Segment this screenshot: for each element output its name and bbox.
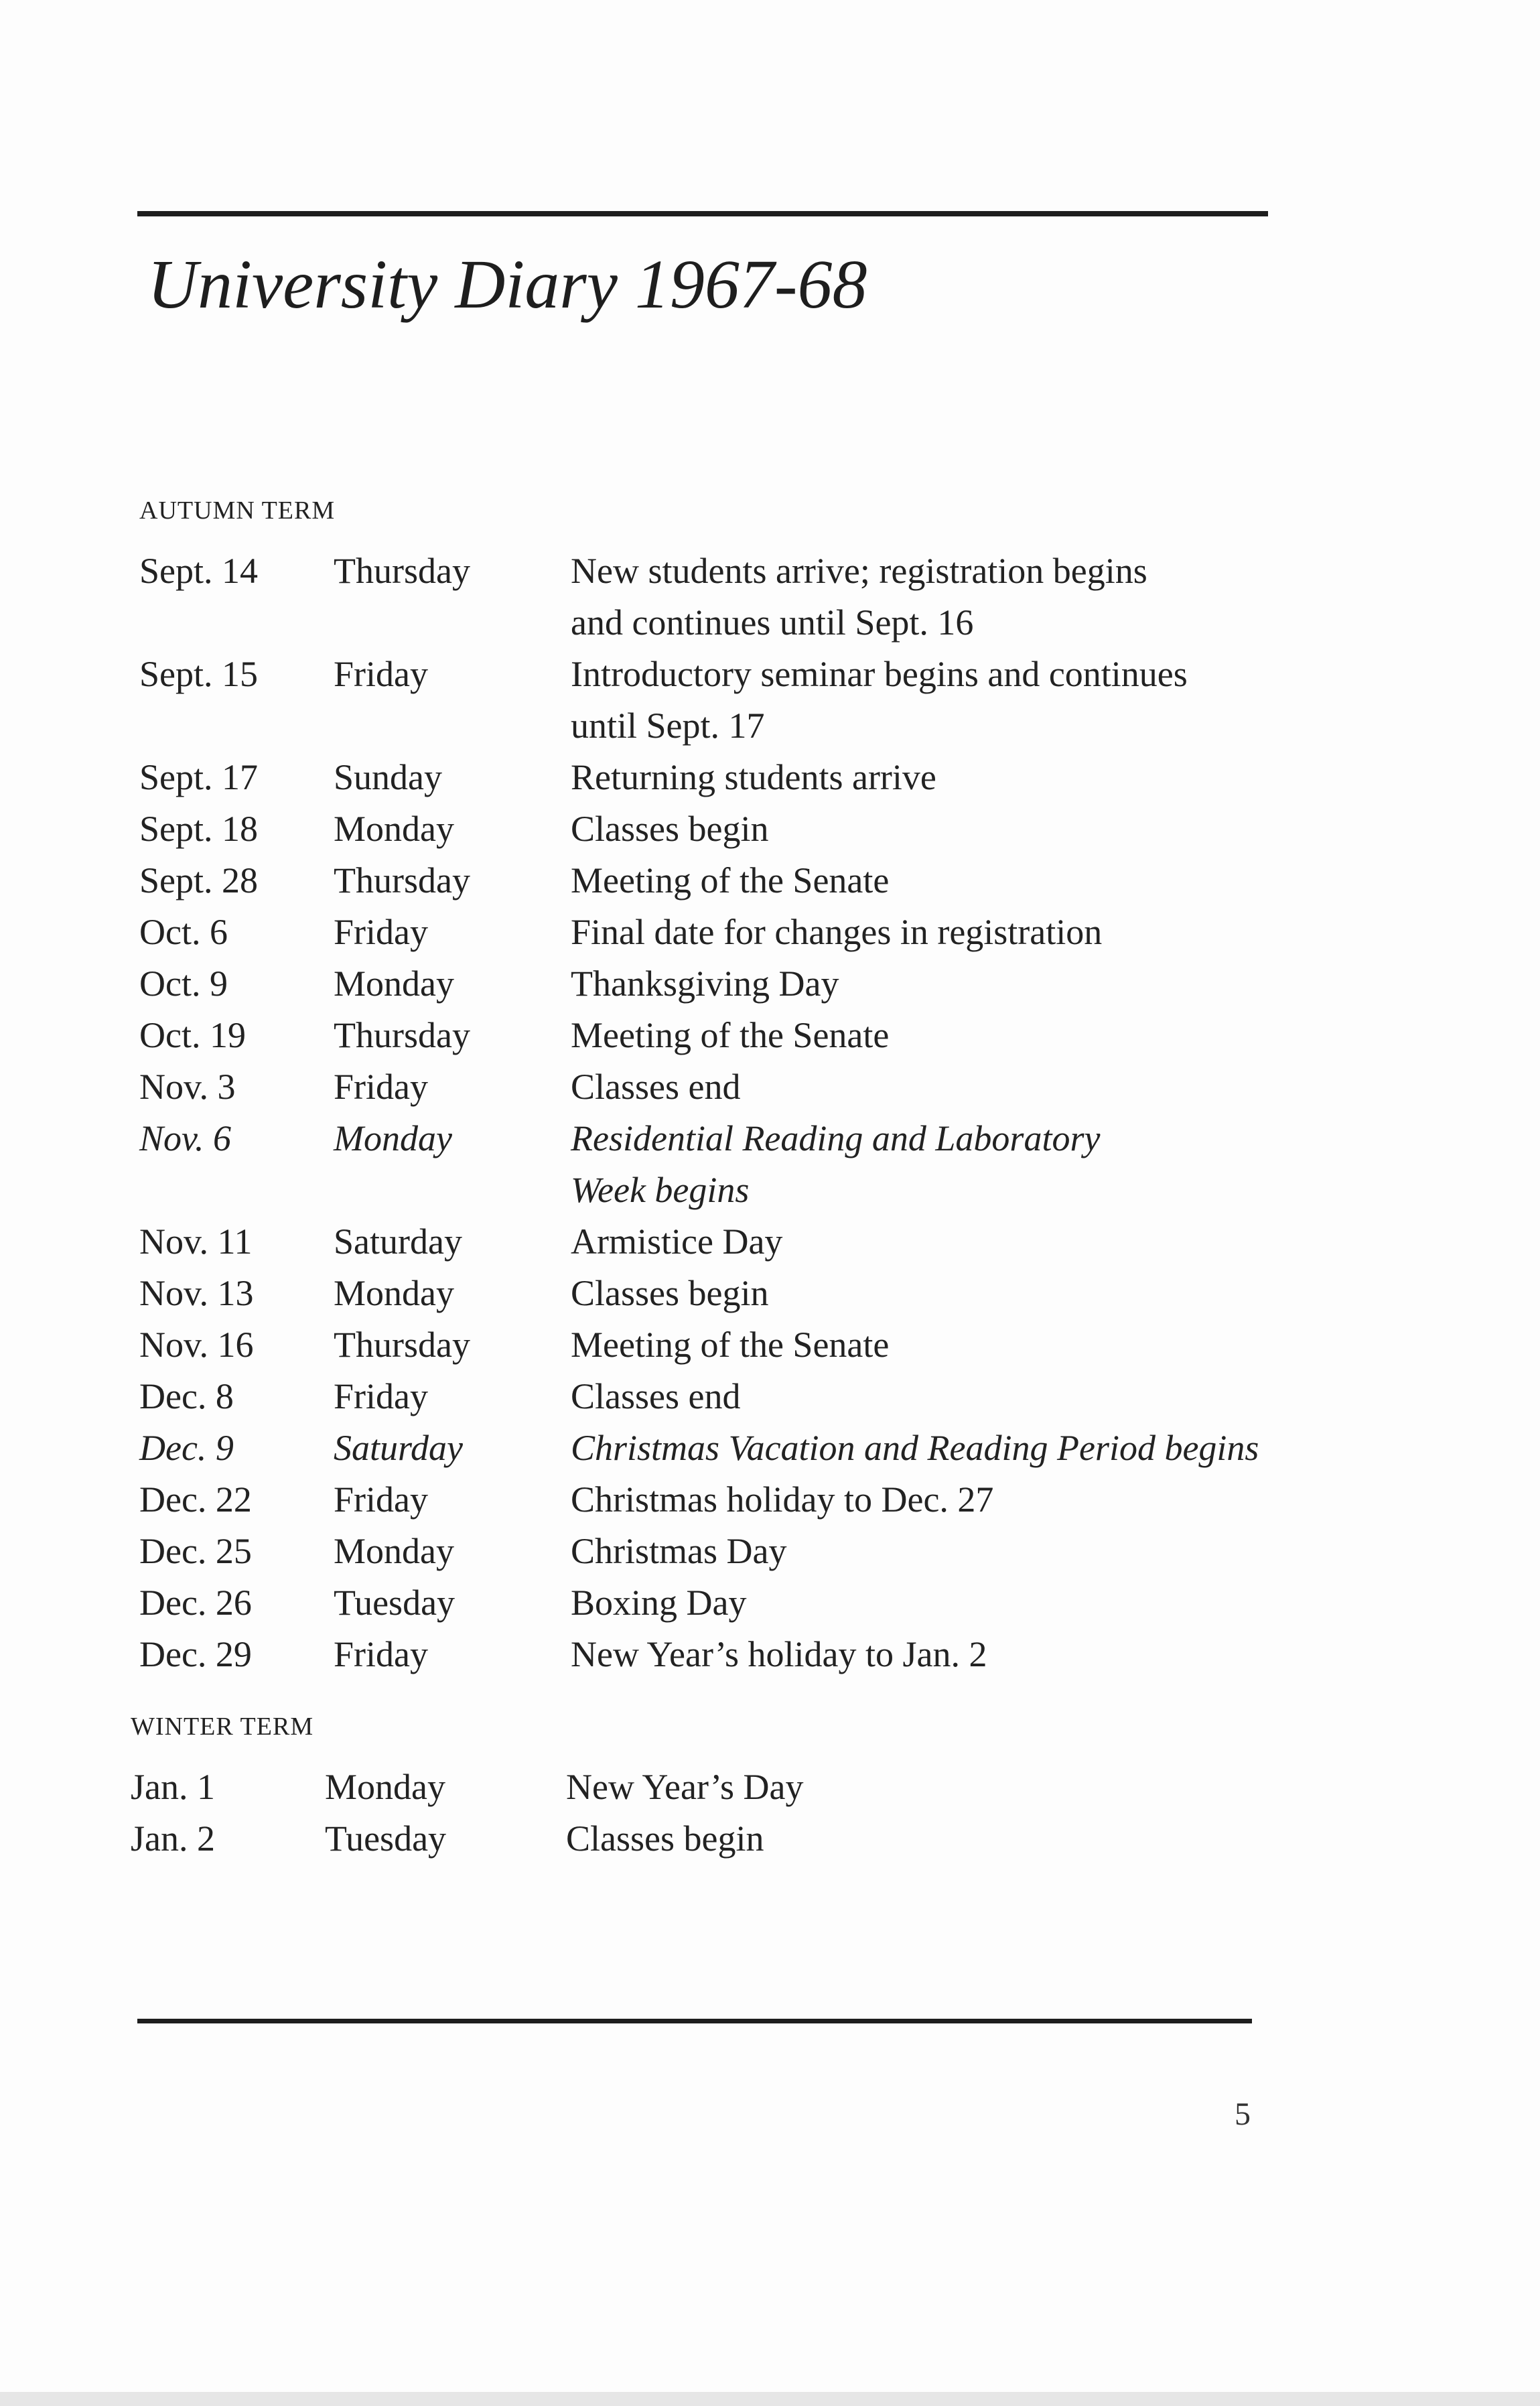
- entry-description: Meeting of the Senate: [571, 860, 890, 900]
- entry-day: Tuesday: [325, 1818, 447, 1859]
- entry-day: Sunday: [334, 757, 442, 797]
- entry-description: Classes end: [571, 1376, 741, 1416]
- entry-date: Sept. 17: [139, 757, 259, 797]
- entry-date: Dec. 9: [139, 1428, 234, 1468]
- entry-description: Armistice Day: [571, 1221, 783, 1262]
- entry-day: Friday: [334, 1634, 428, 1674]
- entry-date: Dec. 26: [139, 1583, 252, 1623]
- entry-description: Christmas Day: [571, 1531, 787, 1571]
- top-rule: [137, 211, 1268, 216]
- entry-date: Jan. 2: [131, 1818, 215, 1859]
- entry-description: Classes begin: [571, 1273, 769, 1313]
- entry-day: Monday: [334, 1531, 454, 1571]
- entry-date: Sept. 28: [139, 860, 259, 900]
- entry-date: Oct. 19: [139, 1015, 246, 1055]
- entry-day: Thursday: [334, 860, 470, 900]
- entry-date: Oct. 6: [139, 912, 228, 952]
- entry-date: Dec. 8: [139, 1376, 234, 1416]
- entry-description: Classes end: [571, 1067, 741, 1107]
- entry-date: Nov. 3: [139, 1067, 236, 1107]
- section-heading: WINTER TERM: [131, 1713, 314, 1741]
- entry-day: Thursday: [334, 551, 470, 591]
- entry-date: Sept. 15: [139, 654, 259, 694]
- entry-description: Thanksgiving Day: [571, 963, 839, 1004]
- entry-day: Friday: [334, 654, 428, 694]
- entry-description: New students arrive; registration begins: [571, 551, 1147, 591]
- entry-day: Friday: [334, 912, 428, 952]
- entry-day: Thursday: [334, 1015, 470, 1055]
- entry-description: and continues until Sept. 16: [571, 602, 974, 643]
- scan-edge: [0, 2392, 1540, 2406]
- entry-description: New Year’s Day: [566, 1767, 804, 1807]
- entry-description: Meeting of the Senate: [571, 1015, 890, 1055]
- entry-day: Monday: [334, 963, 454, 1004]
- entry-day: Thursday: [334, 1325, 470, 1365]
- entry-description: Classes begin: [571, 809, 769, 849]
- entry-description: Meeting of the Senate: [571, 1325, 890, 1365]
- entry-date: Oct. 9: [139, 963, 228, 1004]
- entry-description: Christmas Vacation and Reading Period begins: [571, 1428, 1259, 1468]
- entry-date: Jan. 1: [131, 1767, 215, 1807]
- entry-day: Monday: [334, 1118, 452, 1158]
- page-number: 5: [1235, 2096, 1251, 2132]
- entry-description: Boxing Day: [571, 1583, 747, 1623]
- entry-date: Nov. 16: [139, 1325, 254, 1365]
- entry-date: Dec. 25: [139, 1531, 252, 1571]
- section-heading: AUTUMN TERM: [139, 496, 336, 525]
- entry-date: Sept. 14: [139, 551, 259, 591]
- entry-description: Week begins: [571, 1170, 750, 1210]
- entry-date: Nov. 13: [139, 1273, 254, 1313]
- entry-day: Saturday: [334, 1221, 462, 1262]
- entry-date: Nov. 6: [139, 1118, 231, 1158]
- entry-day: Saturday: [334, 1428, 463, 1468]
- entry-day: Tuesday: [334, 1583, 456, 1623]
- entry-description: Introductory seminar begins and continues: [571, 654, 1188, 694]
- entry-day: Friday: [334, 1067, 428, 1107]
- entry-description: Residential Reading and Laboratory: [571, 1118, 1101, 1158]
- entry-date: Dec. 22: [139, 1479, 252, 1520]
- entry-description: New Year’s holiday to Jan. 2: [571, 1634, 987, 1674]
- bottom-rule: [137, 2019, 1252, 2023]
- entry-day: Friday: [334, 1376, 428, 1416]
- entry-day: Friday: [334, 1479, 428, 1520]
- entry-date: Sept. 18: [139, 809, 259, 849]
- entry-day: Monday: [334, 809, 454, 849]
- entry-description: Returning students arrive: [571, 757, 936, 797]
- entry-description: Christmas holiday to Dec. 27: [571, 1479, 994, 1520]
- entry-description: until Sept. 17: [571, 706, 765, 746]
- entry-day: Monday: [325, 1767, 445, 1807]
- entry-date: Nov. 11: [139, 1221, 253, 1262]
- entry-date: Dec. 29: [139, 1634, 252, 1674]
- entry-description: Final date for changes in registration: [571, 912, 1103, 952]
- entry-day: Monday: [334, 1273, 454, 1313]
- page-title: University Diary 1967-68: [147, 246, 867, 323]
- entry-description: Classes begin: [566, 1818, 764, 1859]
